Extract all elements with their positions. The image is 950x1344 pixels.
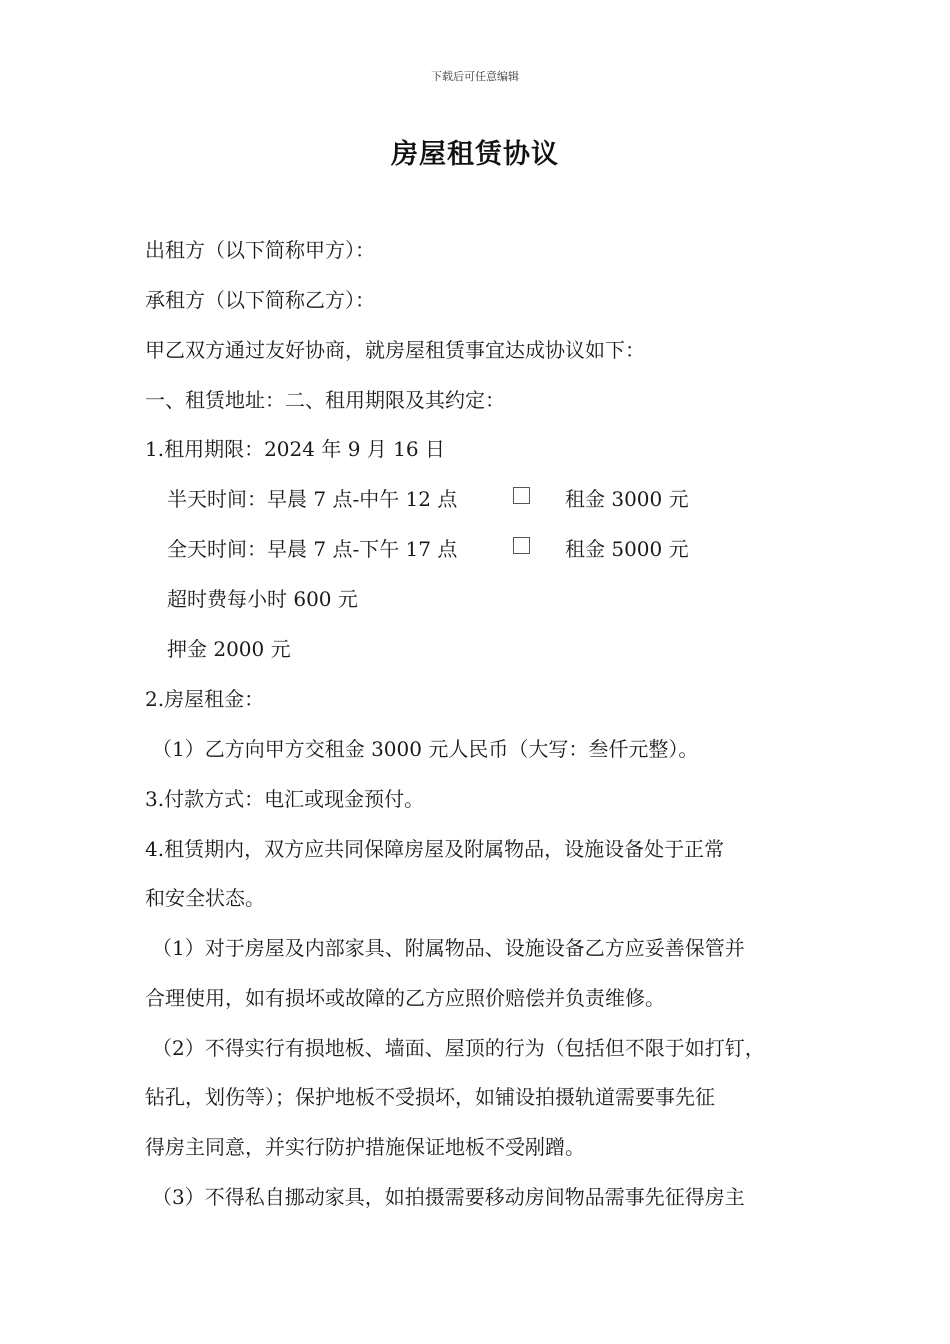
item4-2-line-b: 钻孔，划伤等）；保护地板不受损坏，如铺设拍摄轨道需要事先征 xyxy=(145,1085,715,1109)
document-title: 房屋租赁协议 xyxy=(391,139,559,170)
item4-3-line-a: （3）不得私自挪动家具，如拍摄需要移动房间物品需事先征得房主 xyxy=(152,1185,745,1209)
section1-heading: 一、租赁地址：二、租用期限及其约定： xyxy=(145,388,505,412)
full-day-checkbox[interactable] xyxy=(513,537,530,554)
half-day-rent: 租金 3000 元 xyxy=(565,487,689,511)
term-line: 1.租用期限：2024 年 9 月 16 日 xyxy=(145,437,445,461)
rent-heading: 2.房屋租金： xyxy=(145,687,265,711)
intro-line: 甲乙双方通过友好协商，就房屋租赁事宜达成协议如下： xyxy=(145,338,645,362)
lessor-line: 出租方（以下简称甲方）： xyxy=(145,238,375,262)
rent-item-1: （1）乙方向甲方交租金 3000 元人民币（大写：叁仟元整）。 xyxy=(152,737,699,761)
payment-line: 3.付款方式：电汇或现金预付。 xyxy=(145,787,425,811)
overtime-line: 超时费每小时 600 元 xyxy=(167,587,358,611)
item4-line-b: 和安全状态。 xyxy=(145,886,265,910)
item4-2-line-c: 得房主同意，并实行防护措施保证地板不受剐蹭。 xyxy=(145,1135,585,1159)
full-day-time: 全天时间：早晨 7 点-下午 17 点 xyxy=(167,537,458,561)
full-day-row xyxy=(167,535,689,563)
header-note: 下载后可任意编辑 xyxy=(431,70,519,83)
deposit-line: 押金 2000 元 xyxy=(167,637,291,661)
full-day-rent: 租金 5000 元 xyxy=(565,537,689,561)
item4-2-line-a: （2）不得实行有损地板、墙面、屋顶的行为（包括但不限于如打钉， xyxy=(152,1036,765,1060)
half-day-time: 半天时间：早晨 7 点-中午 12 点 xyxy=(167,487,458,511)
half-day-checkbox[interactable] xyxy=(513,487,530,504)
item4-1-line-a: （1）对于房屋及内部家具、附属物品、设施设备乙方应妥善保管并 xyxy=(152,936,745,960)
lessee-line: 承租方（以下简称乙方）： xyxy=(145,288,375,312)
item4-1-line-b: 合理使用，如有损坏或故障的乙方应照价赔偿并负责维修。 xyxy=(145,986,665,1010)
half-day-row xyxy=(167,485,689,513)
item4-line-a: 4.租赁期内，双方应共同保障房屋及附属物品，设施设备处于正常 xyxy=(145,837,725,861)
